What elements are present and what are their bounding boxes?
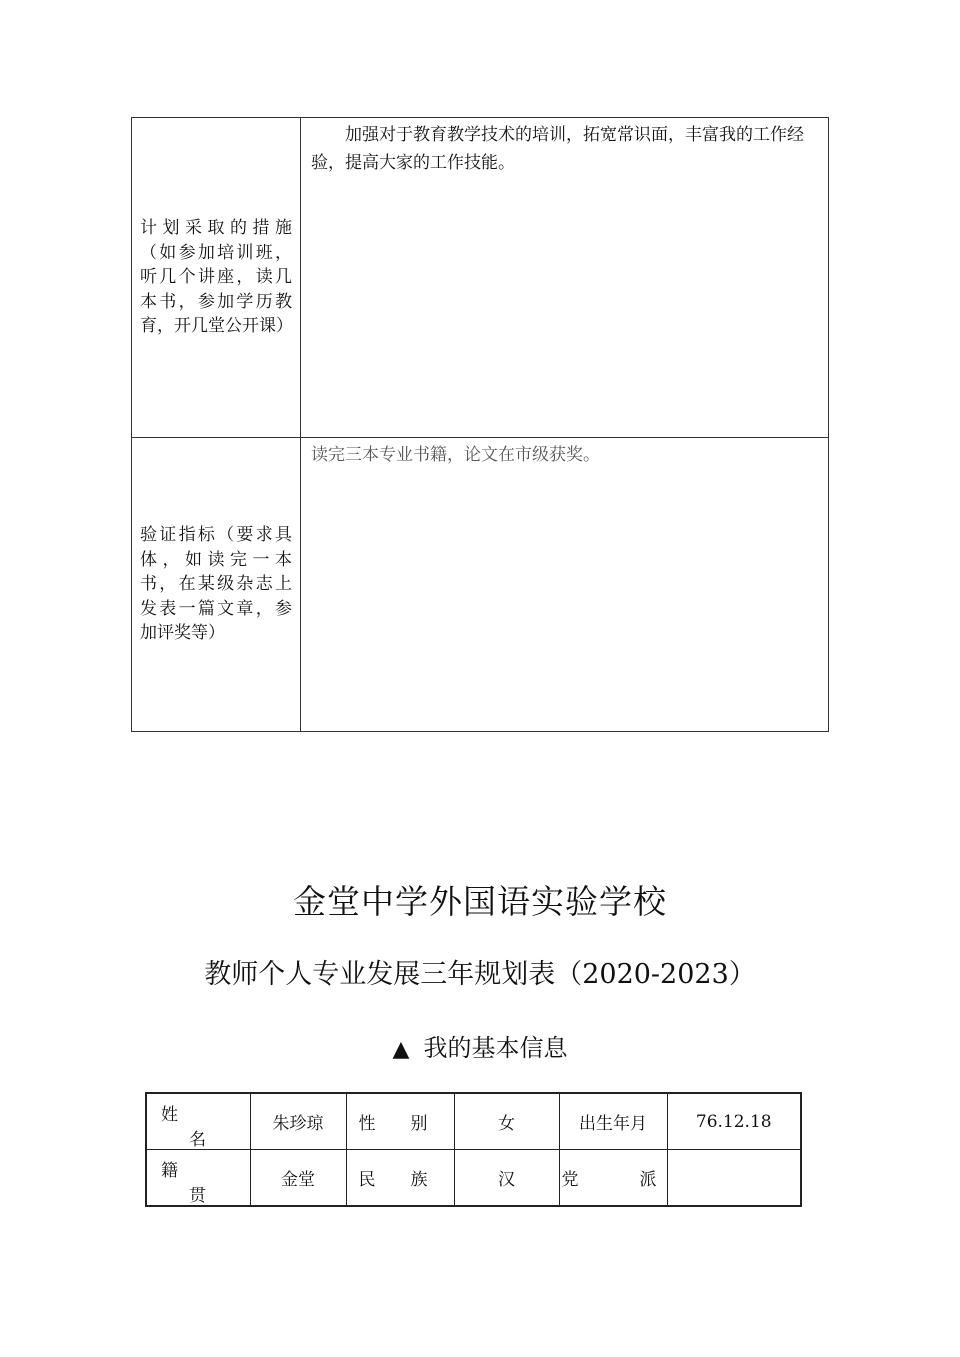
table-row xyxy=(132,118,829,438)
name-label-cell xyxy=(146,1093,250,1150)
measures-text: 加强对于教育教学技术的培训，拓宽常识面，丰富我的工作经验，提高大家的工作技能。 xyxy=(311,125,804,173)
table-row xyxy=(132,438,829,732)
verification-content xyxy=(301,438,829,732)
party-label-1: 党 xyxy=(561,1170,579,1190)
gender-label-cell xyxy=(346,1093,454,1150)
plan-table xyxy=(131,117,829,732)
measures-label: 计划采取的措施（如参加培训班，听几个讲座，读几本书，参加学历教育，开几堂公开课） xyxy=(132,118,301,438)
native-label-1: 籍 xyxy=(161,1161,178,1181)
section-heading xyxy=(0,1028,960,1063)
native-value: 金堂 xyxy=(250,1150,346,1207)
table-row xyxy=(146,1093,801,1150)
measures-content xyxy=(301,118,829,438)
name-label-1: 姓 xyxy=(161,1105,178,1125)
table-row xyxy=(146,1150,801,1207)
name-label-2: 名 xyxy=(189,1130,206,1150)
birth-value: 76.12.18 xyxy=(667,1093,801,1150)
party-label-cell xyxy=(559,1150,667,1207)
verification-label: 验证指标（要求具体，如读完一本书，在某级杂志上发表一篇文章，参加评奖等） xyxy=(132,438,301,732)
party-label-2: 派 xyxy=(639,1170,657,1190)
ethnicity-label-1: 民 xyxy=(358,1170,376,1190)
basic-info-table xyxy=(145,1092,802,1207)
ethnicity-label-cell xyxy=(346,1150,454,1207)
plan-title: 教师个人专业发展三年规划表（2020-2023） xyxy=(204,959,756,990)
ethnicity-value: 汉 xyxy=(454,1150,559,1207)
gender-label-2: 别 xyxy=(410,1114,428,1134)
verification-text: 读完三本专业书籍，论文在市级获奖。 xyxy=(311,445,600,465)
gender-value: 女 xyxy=(454,1093,559,1150)
gender-label-1: 性 xyxy=(358,1114,376,1134)
ethnicity-label-2: 族 xyxy=(410,1170,428,1190)
birth-label: 出生年月 xyxy=(559,1093,667,1150)
name-value: 朱珍琼 xyxy=(250,1093,346,1150)
party-value xyxy=(667,1150,801,1207)
native-label-cell xyxy=(146,1150,250,1207)
school-name: 金堂中学外国语实验学校 xyxy=(293,882,667,921)
triangle-icon: ▲ xyxy=(392,1037,410,1062)
native-label-2: 贯 xyxy=(189,1186,206,1206)
section-heading-text: 我的基本信息 xyxy=(423,1034,568,1062)
